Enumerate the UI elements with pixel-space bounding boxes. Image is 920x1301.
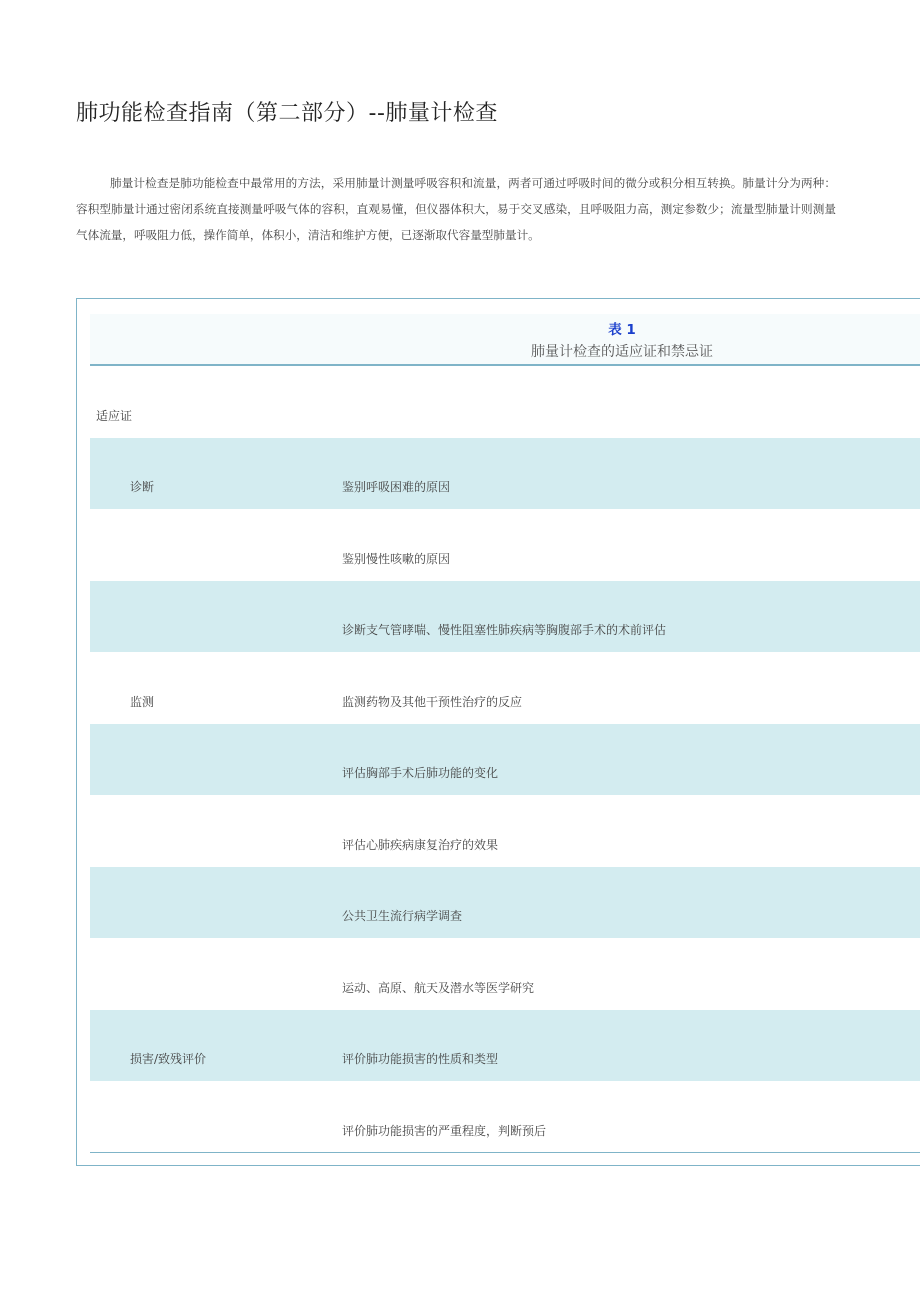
intro-paragraph: 肺量计检查是肺功能检查中最常用的方法，采用肺量计测量呼吸容积和流量，两者可通过呼吸时间的微分或积分相互转换。肺量计分为两种：容积型肺量计通过密闭系统直接测量呼吸气体的容积，直观易懂，但仪器体积大，易于交叉感染，且呼吸阻力高，测定参数少；流量型肺量计则测量气体流量，呼吸阻力低，操作简单，体积小，清洁和维护方便，已逐渐取代容量型肺量计。 [76,176,836,242]
row-category: 损害/致残评价 [130,1052,207,1066]
table-caption [90,314,920,366]
table-row [90,652,920,724]
row-item: 评价肺功能损害的性质和类型 [342,1052,499,1066]
table-number: 表 1 [608,322,636,338]
page-title: 肺功能检查指南（第二部分）--肺量计检查 [76,101,498,126]
row-item: 评价肺功能损害的严重程度，判断预后 [342,1123,547,1138]
row-item: 鉴别慢性咳嗽的原因 [342,551,451,566]
table-row [90,1081,920,1153]
row-item: 鉴别呼吸困难的原因 [342,480,451,494]
row-item: 运动、高原、航天及潜水等医学研究 [342,980,535,995]
table-title: 肺量计检查的适应证和禁忌证 [531,344,713,360]
table-row [90,795,920,867]
table-row [90,509,920,581]
row-item: 诊断支气管哮喘、慢性阻塞性肺疾病等胸腹部手术的术前评估 [342,623,667,637]
table-section-row [90,366,920,438]
row-item: 监测药物及其他干预性治疗的反应 [342,694,523,709]
row-category: 监测 [130,694,155,709]
row-category: 诊断 [130,480,155,494]
table-body [90,366,920,1153]
table-row [90,581,920,653]
table-row [90,438,920,510]
table-row [90,938,920,1010]
row-item: 评估心肺疾病康复治疗的效果 [342,837,499,852]
row-item: 评估胸部手术后肺功能的变化 [342,766,499,780]
table-row [90,867,920,939]
section-label: 适应证 [96,408,133,423]
table-row [90,1010,920,1082]
table-row [90,724,920,796]
row-item: 公共卫生流行病学调查 [342,909,463,923]
table-bottom-rule [90,1152,920,1153]
